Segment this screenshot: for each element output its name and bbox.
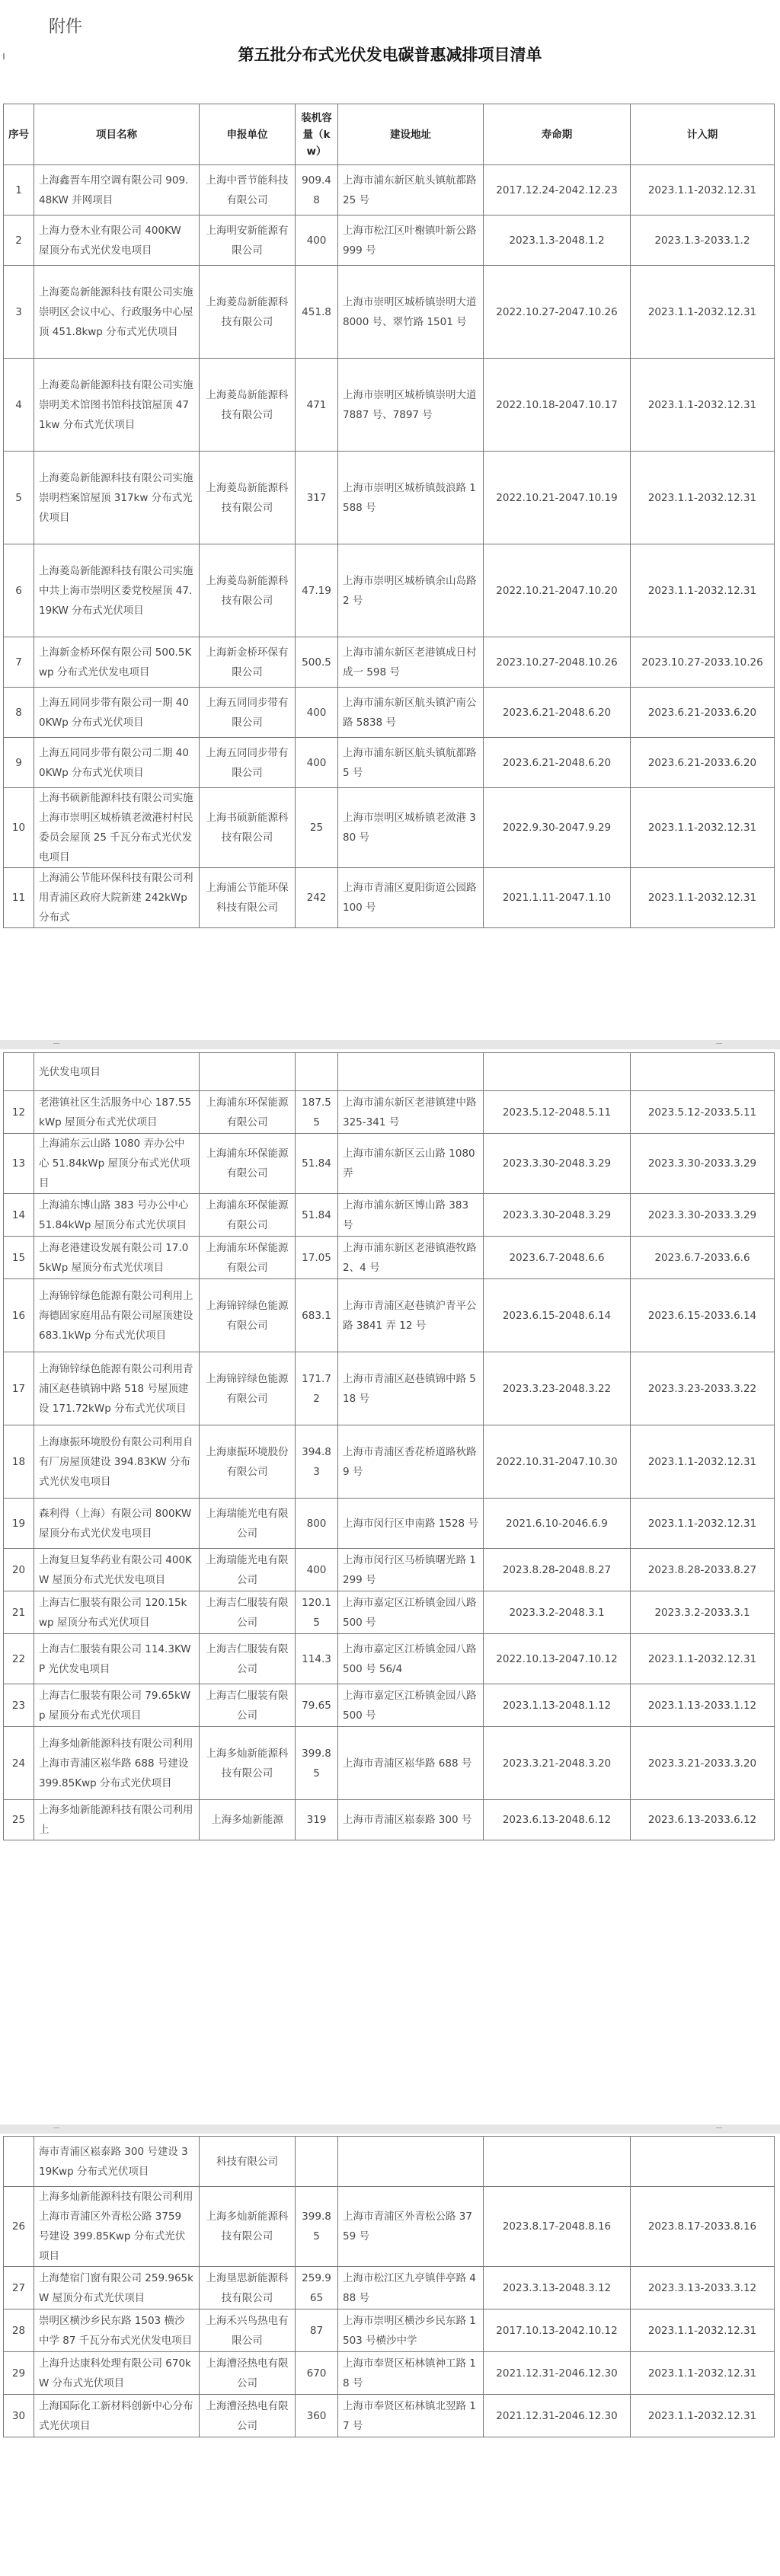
table-row	[4, 1425, 775, 1499]
cell-name: 上海菱岛新能源科技有限公司实施崇明档案馆屋顶 317kw 分布式光伏项目	[34, 452, 200, 544]
cell-life: 2023.1.13-2048.1.12	[484, 1684, 631, 1727]
row-25-applicant-continuation: 科技有限公司	[200, 2137, 296, 2187]
cell-address: 上海市浦东新区老港镇成日村成一 598 号	[338, 637, 484, 688]
cell-name: 上海锦锌绿色能源有限公司利用上海德固家庭用品有限公司屋顶建设 683.1kWp 分布式光伏项目	[34, 1279, 200, 1352]
cell-life: 2017.12.24-2042.12.23	[484, 165, 631, 215]
cell-life: 2022.10.21-2047.10.20	[484, 544, 631, 637]
cell-name: 上海康振环境股份有限公司利用自有厂房屋顶建设 394.83KW 分布式光伏发电项目	[34, 1425, 200, 1499]
table-row	[4, 637, 775, 688]
table-row	[4, 1800, 775, 1840]
cell-address: 上海市奉贤区柘林镇神工路 18 号	[338, 2352, 484, 2395]
cell-no: 25	[4, 1800, 34, 1840]
cell-period: 2023.3.30-2033.3.29	[631, 1194, 775, 1237]
cell-life: 2021.12.31-2046.12.30	[484, 2352, 631, 2395]
cell-capacity: 25	[296, 788, 338, 868]
cell-applicant: 上海多灿新能源科技有限公司	[200, 2187, 296, 2267]
cell-period: 2023.1.1-2032.12.31	[631, 165, 775, 215]
cell-address: 上海市崇明区城桥镇崇明大道 8000 号、翠竹路 1501 号	[338, 266, 484, 359]
table-row	[4, 544, 775, 637]
cell-period: 2023.1.1-2032.12.31	[631, 544, 775, 637]
table-row	[4, 359, 775, 452]
cell-life: 2021.6.10-2046.6.9	[484, 1499, 631, 1549]
cell-applicant: 上海锦锌绿色能源有限公司	[200, 1279, 296, 1352]
table-row	[4, 1727, 775, 1800]
cell-capacity: 242	[296, 868, 338, 928]
cell-no: 9	[4, 738, 34, 788]
cell-name: 崇明区横沙乡民东路 1503 横沙中学 87 千瓦分布式光伏发电项目	[34, 2309, 200, 2352]
header-address: 建设地址	[338, 104, 484, 165]
cell-address: 上海市闵行区申南路 1528 号	[338, 1499, 484, 1549]
cell-applicant: 上海菱岛新能源科技有限公司	[200, 544, 296, 637]
cell-no: 6	[4, 544, 34, 637]
cell-period: 2023.5.12-2033.5.11	[631, 1091, 775, 1134]
table-row	[4, 1499, 775, 1549]
cell-address: 上海市奉贤区柘林镇北翌路 17 号	[338, 2395, 484, 2437]
cell-applicant: 上海浦东环保能源有限公司	[200, 1134, 296, 1194]
cell-period: 2023.8.17-2033.8.16	[631, 2187, 775, 2267]
cell-life: 2023.3.30-2048.3.29	[484, 1194, 631, 1237]
cell-name: 上海书硕新能源科技有限公司实施上海市崇明区城桥镇老滧港村村民委员会屋顶 25 千瓦分布式光伏发电项目	[34, 788, 200, 868]
cell-life: 2023.3.13-2048.3.12	[484, 2267, 631, 2309]
cell-address: 上海市浦东新区老港镇港牧路 2、4 号	[338, 1237, 484, 1279]
cell-capacity: 909.48	[296, 165, 338, 215]
cell-life: 2023.3.23-2048.3.22	[484, 1352, 631, 1425]
cell-period: 2023.6.21-2033.6.20	[631, 738, 775, 788]
cell-capacity: 670	[296, 2352, 338, 2395]
cell-name: 上海吉仁服装有限公司 79.65kWp 屋顶分布式光伏项目	[34, 1684, 200, 1727]
table-row	[4, 788, 775, 868]
cell-applicant: 上海瑞能光电有限公司	[200, 1499, 296, 1549]
cell-applicant: 上海康振环境股份有限公司	[200, 1425, 296, 1499]
cell-no: 3	[4, 266, 34, 359]
table-row	[4, 1684, 775, 1727]
cell-period: 2023.1.1-2032.12.31	[631, 2395, 775, 2437]
cell-life: 2023.8.17-2048.8.16	[484, 2187, 631, 2267]
cell-no: 28	[4, 2309, 34, 2352]
cell-applicant: 上海吉仁服装有限公司	[200, 1634, 296, 1684]
cell-capacity: 120.15	[296, 1591, 338, 1634]
cell-name: 森利得（上海）有限公司 800KW 屋顶分布式光伏发电项目	[34, 1499, 200, 1549]
cell-name: 上海国际化工新材料创新中心分布式光伏项目	[34, 2395, 200, 2437]
header-capacity: 装机容量（kw）	[296, 104, 338, 165]
cell-name: 上海楚宿门窗有限公司 259.965kW 屋顶分布式光伏项目	[34, 2267, 200, 2309]
cell-period: 2023.3.21-2033.3.20	[631, 1727, 775, 1800]
cell-life: 2022.10.21-2047.10.19	[484, 452, 631, 544]
table-row	[4, 1091, 775, 1134]
cell-applicant: 上海锦锌绿色能源有限公司	[200, 1352, 296, 1425]
cell-address: 上海市青浦区赵巷镇沪青平公路 3841 弄 12 号	[338, 1279, 484, 1352]
cell-life: 2023.6.21-2048.6.20	[484, 738, 631, 788]
cell-applicant: 上海明安新能源有限公司	[200, 215, 296, 266]
cell-period: 2023.8.28-2033.8.27	[631, 1549, 775, 1591]
cell-period: 2023.10.27-2033.10.26	[631, 637, 775, 688]
cell-capacity: 451.8	[296, 266, 338, 359]
cell-name: 上海浦东博山路 383 号办公中心 51.84kWp 屋顶分布式光伏项目	[34, 1194, 200, 1237]
table-row	[4, 2267, 775, 2309]
cell-no: 11	[4, 868, 34, 928]
header-no: 序号	[4, 104, 34, 165]
cell-applicant: 上海菱岛新能源科技有限公司	[200, 452, 296, 544]
cell-name: 老港镇社区生活服务中心 187.55kWp 屋顶分布式光伏项目	[34, 1091, 200, 1134]
cell-address: 上海市青浦区夏阳街道公园路 100 号	[338, 868, 484, 928]
cell-period: 2023.3.23-2033.3.22	[631, 1352, 775, 1425]
attachment-label: 附件	[49, 18, 83, 37]
cell-capacity: 500.5	[296, 637, 338, 688]
cell-capacity: 399.85	[296, 2187, 338, 2267]
cell-name: 上海吉仁服装有限公司 120.15kwp 屋顶分布式光伏项目	[34, 1591, 200, 1634]
cell-period: 2023.1.1-2032.12.31	[631, 1425, 775, 1499]
cell-no: 12	[4, 1091, 34, 1134]
cell-capacity: 47.19	[296, 544, 338, 637]
table-row	[4, 868, 775, 928]
cell-life: 2023.10.27-2048.10.26	[484, 637, 631, 688]
cell-applicant: 上海浦东环保能源有限公司	[200, 1194, 296, 1237]
cell-address: 上海市崇明区横沙乡民东路 1503 号横沙中学	[338, 2309, 484, 2352]
cell-life: 2017.10.13-2042.10.12	[484, 2309, 631, 2352]
table-row	[4, 1591, 775, 1634]
table-row	[4, 1352, 775, 1425]
cell-name: 上海菱岛新能源科技有限公司实施中共上海市崇明区委党校屋顶 47.19KW 分布式光伏项目	[34, 544, 200, 637]
cell-period: 2023.3.30-2033.3.29	[631, 1134, 775, 1194]
cell-name: 上海多灿新能源科技有限公司利用上	[34, 1800, 200, 1840]
table-row	[4, 215, 775, 266]
cell-applicant: 上海五同同步带有限公司	[200, 738, 296, 788]
cell-name: 上海吉仁服装有限公司 114.3KWP 光伏发电项目	[34, 1634, 200, 1684]
cell-capacity: 51.84	[296, 1134, 338, 1194]
cell-life: 2023.6.15-2048.6.14	[484, 1279, 631, 1352]
cell-no: 30	[4, 2395, 34, 2437]
cell-applicant: 上海多灿新能源科技有限公司	[200, 1727, 296, 1800]
cell-address: 上海市崇明区城桥镇崇明大道 7887 号、7897 号	[338, 359, 484, 452]
cell-period: 2023.6.21-2033.6.20	[631, 688, 775, 738]
cell-life: 2022.10.27-2047.10.26	[484, 266, 631, 359]
table-row	[4, 1237, 775, 1279]
header-row	[4, 104, 775, 165]
cell-life: 2023.6.7-2048.6.6	[484, 1237, 631, 1279]
cell-life: 2023.3.21-2048.3.20	[484, 1727, 631, 1800]
cell-life: 2021.1.11-2047.1.10	[484, 868, 631, 928]
cell-applicant: 上海吉仁服装有限公司	[200, 1591, 296, 1634]
cell-applicant: 上海菱岛新能源科技有限公司	[200, 359, 296, 452]
cell-name: 上海升达康科处理有限公司 670kW 分布式光伏项目	[34, 2352, 200, 2395]
cell-applicant: 上海五同同步带有限公司	[200, 688, 296, 738]
cell-no: 23	[4, 1684, 34, 1727]
table-row-continuation	[4, 1053, 775, 1091]
table-page-3	[3, 2136, 774, 2437]
cell-period: 2023.1.1-2032.12.31	[631, 266, 775, 359]
cell-name: 上海五同同步带有限公司一期 400KWp 分布式光伏项目	[34, 688, 200, 738]
table-row	[4, 165, 775, 215]
row-11-name-continuation: 光伏发电项目	[34, 1053, 200, 1091]
table-row	[4, 1279, 775, 1352]
cell-name: 上海浦公节能环保科技有限公司利用青浦区政府大院新建 242kWp 分布式	[34, 868, 200, 928]
cell-applicant: 上海菱岛新能源科技有限公司	[200, 266, 296, 359]
cell-no: 20	[4, 1549, 34, 1591]
cell-address: 上海市青浦区香花桥道路秋路 9 号	[338, 1425, 484, 1499]
cell-period: 2023.1.1-2032.12.31	[631, 868, 775, 928]
table-row	[4, 1634, 775, 1684]
cell-no: 26	[4, 2187, 34, 2267]
table-page-2	[3, 1052, 774, 1840]
cell-capacity: 187.55	[296, 1091, 338, 1134]
cell-capacity: 471	[296, 359, 338, 452]
cell-no: 10	[4, 788, 34, 868]
cell-period: 2023.1.1-2032.12.31	[631, 452, 775, 544]
cell-period: 2023.3.13-2033.3.12	[631, 2267, 775, 2309]
cell-life: 2021.12.31-2046.12.30	[484, 2395, 631, 2437]
cell-name: 上海浦东云山路 1080 弄办公中心 51.84kWp 屋顶分布式光伏项目	[34, 1134, 200, 1194]
row-25-name-continuation: 海市青浦区崧泰路 300 号建设 319Kwp 分布式光伏项目	[34, 2137, 200, 2187]
cell-capacity: 683.1	[296, 1279, 338, 1352]
cell-address: 上海市嘉定区江桥镇金园八路 500 号	[338, 1684, 484, 1727]
cell-capacity: 400	[296, 1549, 338, 1591]
cell-name: 上海复旦复华药业有限公司 400KW 屋顶分布式光伏发电项目	[34, 1549, 200, 1591]
cell-name: 上海锦锌绿色能源有限公司利用青浦区赵巷镇锦中路 518 号屋顶建设 171.72kWp 分布式光伏项目	[34, 1352, 200, 1425]
cell-capacity: 319	[296, 1800, 338, 1840]
cell-life: 2022.9.30-2047.9.29	[484, 788, 631, 868]
cell-no: 24	[4, 1727, 34, 1800]
cell-name: 上海五同同步带有限公司二期 400KWp 分布式光伏项目	[34, 738, 200, 788]
table-row	[4, 2395, 775, 2437]
cell-period: 2023.1.13-2033.1.12	[631, 1684, 775, 1727]
cell-life: 2023.8.28-2048.8.27	[484, 1549, 631, 1591]
cell-life: 2022.10.13-2047.10.12	[484, 1634, 631, 1684]
cell-period: 2023.6.7-2033.6.6	[631, 1237, 775, 1279]
cell-period: 2023.6.13-2033.6.12	[631, 1800, 775, 1840]
table-row	[4, 2352, 775, 2395]
cell-no: 18	[4, 1425, 34, 1499]
cell-applicant: 上海书硕新能源科技有限公司	[200, 788, 296, 868]
cell-no: 29	[4, 2352, 34, 2395]
table-row	[4, 688, 775, 738]
cell-address: 上海市青浦区崧泰路 300 号	[338, 1800, 484, 1840]
cell-applicant: 上海中晋节能科技有限公司	[200, 165, 296, 215]
cell-address: 上海市浦东新区老港镇建中路 325-341 号	[338, 1091, 484, 1134]
table-row	[4, 2187, 775, 2267]
cell-applicant: 上海吉仁服装有限公司	[200, 1684, 296, 1727]
cell-address: 上海市青浦区赵巷镇锦中路 518 号	[338, 1352, 484, 1425]
table-page-1	[3, 104, 774, 928]
cell-life: 2022.10.31-2047.10.30	[484, 1425, 631, 1499]
cell-no: 2	[4, 215, 34, 266]
cell-no: 22	[4, 1634, 34, 1684]
cell-capacity: 171.72	[296, 1352, 338, 1425]
cell-name: 上海鑫晋车用空调有限公司 909.48KW 并网项目	[34, 165, 200, 215]
header-name: 项目名称	[34, 104, 200, 165]
cell-period: 2023.1.1-2032.12.31	[631, 359, 775, 452]
cell-address: 上海市浦东新区航头镇沪南公路 5838 号	[338, 688, 484, 738]
cell-address: 上海市浦东新区博山路 383 号	[338, 1194, 484, 1237]
table-row	[4, 1134, 775, 1194]
cell-address: 上海市嘉定区江桥镇金园八路 500 号 56/4	[338, 1634, 484, 1684]
cell-no: 27	[4, 2267, 34, 2309]
table-row	[4, 452, 775, 544]
cell-address: 上海市青浦区外青松公路 3759 号	[338, 2187, 484, 2267]
cell-life: 2023.6.13-2048.6.12	[484, 1800, 631, 1840]
cell-capacity: 259.965	[296, 2267, 338, 2309]
cell-address: 上海市崇明区城桥镇余山岛路 2 号	[338, 544, 484, 637]
cell-no: 17	[4, 1352, 34, 1425]
cell-period: 2023.1.1-2032.12.31	[631, 1499, 775, 1549]
cell-name: 上海新金桥环保有限公司 500.5Kwp 分布式光伏发电项目	[34, 637, 200, 688]
cell-life: 2023.6.21-2048.6.20	[484, 688, 631, 738]
cell-life: 2023.1.3-2048.1.2	[484, 215, 631, 266]
table-row	[4, 2309, 775, 2352]
cell-applicant: 上海漕泾热电有限公司	[200, 2352, 296, 2395]
project-table-part-2	[3, 1052, 775, 1840]
cell-address: 上海市松江区叶榭镇叶新公路 999 号	[338, 215, 484, 266]
cell-address: 上海市浦东新区云山路 1080 弄	[338, 1134, 484, 1194]
cell-capacity: 87	[296, 2309, 338, 2352]
cell-address: 上海市松江区九亭镇伴亭路 488 号	[338, 2267, 484, 2309]
table-row-continuation	[4, 2137, 775, 2187]
cell-capacity: 17.05	[296, 1237, 338, 1279]
cell-applicant: 上海新金桥环保有限公司	[200, 637, 296, 688]
cell-no: 14	[4, 1194, 34, 1237]
header-applicant: 申报单位	[200, 104, 296, 165]
cell-life: 2023.3.2-2048.3.1	[484, 1591, 631, 1634]
cell-life: 2022.10.18-2047.10.17	[484, 359, 631, 452]
cell-period: 2023.1.1-2032.12.31	[631, 1634, 775, 1684]
cell-capacity: 317	[296, 452, 338, 544]
cell-period: 2023.1.1-2032.12.31	[631, 2309, 775, 2352]
cell-life: 2023.3.30-2048.3.29	[484, 1134, 631, 1194]
cell-capacity: 360	[296, 2395, 338, 2437]
cell-address: 上海市崇明区城桥镇老滧港 380 号	[338, 788, 484, 868]
cell-capacity: 800	[296, 1499, 338, 1549]
cell-applicant: 上海浦东环保能源有限公司	[200, 1237, 296, 1279]
cell-no: 8	[4, 688, 34, 738]
cell-applicant: 上海浦东环保能源有限公司	[200, 1091, 296, 1134]
table-row	[4, 1194, 775, 1237]
cell-applicant: 上海瑞能光电有限公司	[200, 1549, 296, 1591]
page-break	[0, 1040, 780, 1049]
cell-name: 上海菱岛新能源科技有限公司实施崇明区会议中心、行政服务中心屋顶 451.8kwp 分布式光伏项目	[34, 266, 200, 359]
cell-address: 上海市闵行区马桥镇曙光路 1299 号	[338, 1549, 484, 1591]
cell-no: 4	[4, 359, 34, 452]
cell-name: 上海多灿新能源科技有限公司利用上海市青浦区外青松公路 3759 号建设 399.85Kwp 分布式光伏项目	[34, 2187, 200, 2267]
cell-no: 21	[4, 1591, 34, 1634]
cell-no: 16	[4, 1279, 34, 1352]
cell-address: 上海市崇明区城桥镇鼓浪路 1588 号	[338, 452, 484, 544]
cell-no: 5	[4, 452, 34, 544]
cell-applicant: 上海垦思新能源科技有限公司	[200, 2267, 296, 2309]
cell-capacity: 400	[296, 215, 338, 266]
cell-applicant: 上海漕泾热电有限公司	[200, 2395, 296, 2437]
cell-address: 上海市浦东新区航头镇航都路 5 号	[338, 738, 484, 788]
cell-address: 上海市青浦区崧华路 688 号	[338, 1727, 484, 1800]
cell-address: 上海市浦东新区航头镇航都路 25 号	[338, 165, 484, 215]
cell-life: 2023.5.12-2048.5.11	[484, 1091, 631, 1134]
cell-period: 2023.6.15-2033.6.14	[631, 1279, 775, 1352]
project-table-part-1	[3, 104, 775, 928]
project-table-part-3	[3, 2136, 775, 2437]
cell-name: 上海多灿新能源科技有限公司利用上海市青浦区崧华路 688 号建设 399.85Kwp 分布式光伏项目	[34, 1727, 200, 1800]
cell-applicant: 上海浦公节能环保科技有限公司	[200, 868, 296, 928]
cell-capacity: 51.84	[296, 1194, 338, 1237]
cell-no: 19	[4, 1499, 34, 1549]
cell-period: 2023.1.1-2032.12.31	[631, 788, 775, 868]
cell-period: 2023.3.2-2033.3.1	[631, 1591, 775, 1634]
cell-name: 上海老港建设发展有限公司 17.05kWp 屋顶分布式光伏项目	[34, 1237, 200, 1279]
page-title: 第五批分布式光伏发电碳普惠减排项目清单	[238, 46, 542, 64]
cell-no: 15	[4, 1237, 34, 1279]
cell-no: 13	[4, 1134, 34, 1194]
cell-period: 2023.1.3-2033.1.2	[631, 215, 775, 266]
table-row	[4, 738, 775, 788]
cell-capacity: 79.65	[296, 1684, 338, 1727]
cell-address: 上海市嘉定区江桥镇金园八路 500 号	[338, 1591, 484, 1634]
table-row	[4, 1549, 775, 1591]
cell-name: 上海菱岛新能源科技有限公司实施崇明美术馆图书馆科技馆屋顶 471kw 分布式光伏项目	[34, 359, 200, 452]
cell-applicant: 上海禾兴鸟热电有限公司	[200, 2309, 296, 2352]
page-break	[0, 2124, 780, 2134]
cell-no: 7	[4, 637, 34, 688]
cell-capacity: 400	[296, 688, 338, 738]
cell-period: 2023.1.1-2032.12.31	[631, 2352, 775, 2395]
table-row	[4, 266, 775, 359]
header-life: 寿命期	[484, 104, 631, 165]
cell-no: 1	[4, 165, 34, 215]
cell-capacity: 399.85	[296, 1727, 338, 1800]
cell-capacity: 394.83	[296, 1425, 338, 1499]
cell-name: 上海力登木业有限公司 400KW 屋顶分布式光伏发电项目	[34, 215, 200, 266]
cell-applicant: 上海多灿新能源	[200, 1800, 296, 1840]
header-period: 计入期	[631, 104, 775, 165]
cell-capacity: 400	[296, 738, 338, 788]
cell-capacity: 114.3	[296, 1634, 338, 1684]
